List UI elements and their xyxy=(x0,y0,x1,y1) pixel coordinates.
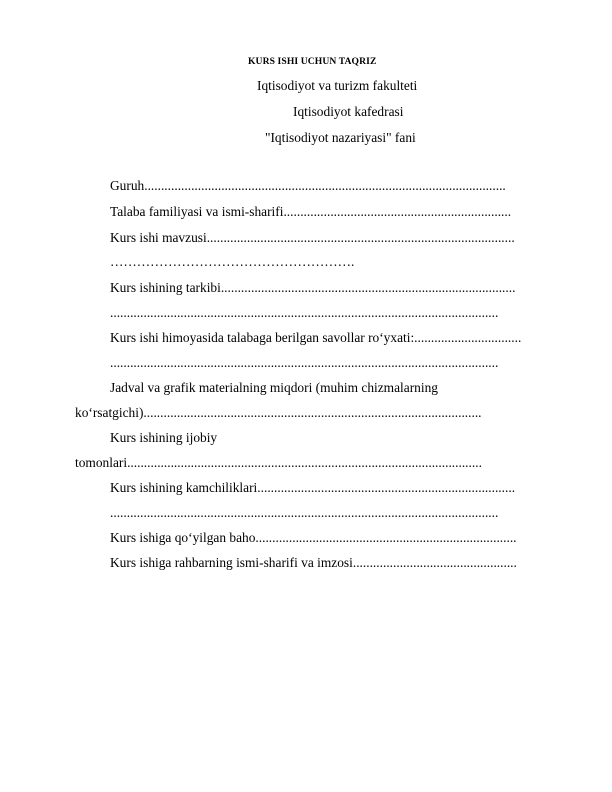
department-label: Iqtisodiyot kafedrasi xyxy=(293,104,404,119)
shortcomings-field: Kurs ishining kamchiliklari............................................................................. xyxy=(110,480,516,495)
faculty-label: Iqtisodiyot va turizm fakulteti xyxy=(257,78,418,93)
positive-field-line1: Kurs ishining ijobiy xyxy=(110,430,218,445)
tables-field-line2: ko‘rsatgichi)..................................................................................................... xyxy=(75,405,482,420)
student-name-field: Talaba familiyasi va ismi-sharifi.................................................................... xyxy=(110,204,512,219)
shortcomings-continuation: .................................................................................................................... xyxy=(110,505,499,520)
structure-field: Kurs ishining tarkibi........................................................................................ xyxy=(110,280,516,295)
subject-label: "Iqtisodiyot nazariyasi" fani xyxy=(265,130,416,145)
topic-continuation: ………………………………………………. xyxy=(110,254,355,269)
topic-field: Kurs ishi mavzusi............................................................................................ xyxy=(110,230,515,245)
page-title: KURS ISHI UCHUN TAQRIZ xyxy=(248,56,377,67)
questions-field: Kurs ishi himoyasida talabaga berilgan savollar ro‘yxati:................................ xyxy=(110,330,522,345)
group-field: Guruh............................................................................................................ xyxy=(110,178,506,193)
grade-field: Kurs ishiga qo‘yilgan baho.............................................................................. xyxy=(110,530,517,545)
tables-field-line1: Jadval va grafik materialning miqdori (muhim chizmalarning xyxy=(110,380,438,395)
supervisor-field: Kurs ishiga rahbarning ismi-sharifi va imzosi................................................. xyxy=(110,555,517,570)
structure-continuation: .................................................................................................................... xyxy=(110,305,499,320)
positive-field-line2: tomonlari.......................................................................................................... xyxy=(75,455,482,470)
questions-continuation: .................................................................................................................... xyxy=(110,355,499,370)
